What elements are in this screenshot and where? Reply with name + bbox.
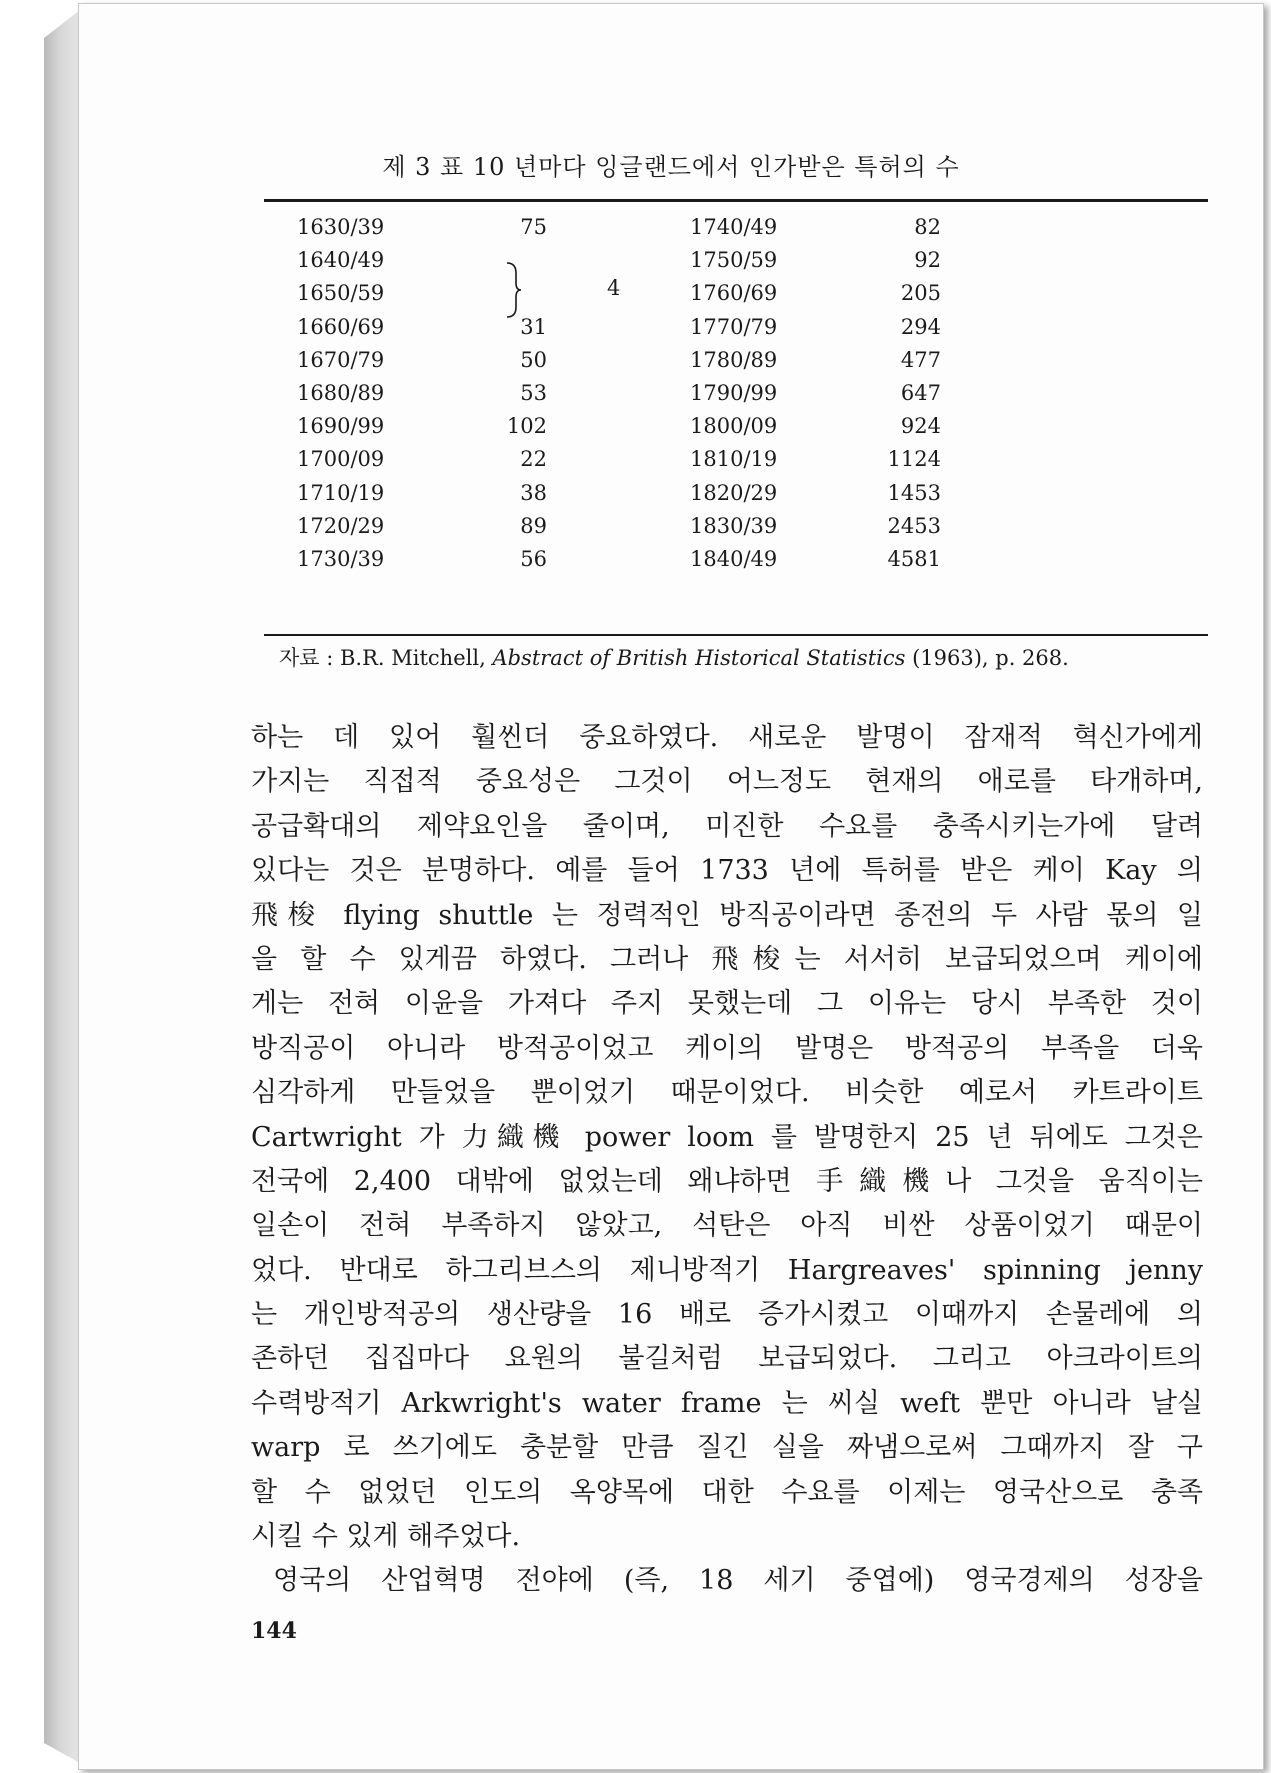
table-cell: 647 xyxy=(900,381,941,405)
table-cell: 1750/59 xyxy=(690,248,778,273)
text-line: 하는 데 있어 훨씬더 중요하였다. 새로운 발명이 잠재적 혁신가에게 xyxy=(251,722,1203,753)
table-cell: 38 xyxy=(520,480,547,505)
table-cell: 924 xyxy=(900,414,941,439)
text-line: 공급확대의 제약요인을 줄이며, 미진한 수요를 충족시키는가에 달려 xyxy=(251,810,1203,842)
table-cell: 82 xyxy=(914,215,941,239)
page-number: 144 xyxy=(251,1618,297,1644)
table-cell: 477 xyxy=(900,347,941,372)
source-prefix: 자료 : B.R. Mitchell, xyxy=(279,646,493,670)
table-cell: 1700/09 xyxy=(297,447,385,472)
table-cell: 56 xyxy=(520,547,547,571)
source-title: Abstract of British Historical Statistics xyxy=(492,646,906,670)
text-line: 방직공이 아니라 방적공이었고 케이의 발명은 방적공의 부족을 더욱 xyxy=(251,1032,1203,1064)
text-line: 영국의 산업혁명 전야에 (즉, 18 세기 중엽에) 영국경제의 성장을 xyxy=(273,1565,1203,1597)
body-text xyxy=(251,716,1203,1604)
table-cell: 1760/69 xyxy=(690,281,778,306)
text-line: warp 로 쓰기에도 충분할 만큼 질긴 실을 짜냄으로써 그때까지 잘 구 xyxy=(251,1432,1203,1464)
table-cell: 1740/49 xyxy=(690,215,778,239)
text-line: 가지는 직접적 중요성은 그것이 어느정도 현재의 애로를 타개하며, xyxy=(251,766,1203,798)
text-line: 었다. 반대로 하그리브스의 제니방적기 Hargreaves' spinning jenny xyxy=(251,1254,1203,1286)
table-cell: 1820/29 xyxy=(690,480,778,505)
table-cell: 75 xyxy=(520,215,547,239)
text-line: 을 할 수 있게끔 하였다. 그러나 飛梭는 서서히 보급되었으며 케이에 xyxy=(251,943,1203,975)
text-line: Cartwright 가 力織機 power loom 를 발명한지 25 년 뒤에도 그것은 xyxy=(251,1121,1203,1153)
table-cell: 205 xyxy=(900,281,941,306)
table-cell: 1670/79 xyxy=(297,347,385,372)
table-cell: 1720/29 xyxy=(297,513,385,538)
table-bottom-rule xyxy=(264,634,1208,636)
table-cell: 1790/99 xyxy=(690,381,778,405)
book-page xyxy=(78,3,1264,1770)
merged-value: 4 xyxy=(607,276,621,300)
table-cell: 1800/09 xyxy=(690,414,778,439)
table-cell: 31 xyxy=(520,314,547,339)
text-line: 존하던 집집마다 요원의 불길처럼 보급되었다. 그리고 아크라이트의 xyxy=(251,1343,1203,1375)
table-cell: 1650/59 xyxy=(297,281,385,306)
table-cell: 1830/39 xyxy=(690,513,778,538)
table-cell: 2453 xyxy=(887,513,941,538)
table-source xyxy=(279,642,1069,672)
table-cell: 1690/99 xyxy=(297,414,385,439)
table-title: 제 3 표 10 년마다 잉글랜드에서 인가받은 특허의 수 xyxy=(382,153,960,181)
table-cell: 1124 xyxy=(887,447,941,472)
table-cell: 1680/89 xyxy=(297,381,385,405)
text-line: 있다는 것은 분명하다. 예를 들어 1733 년에 특허를 받은 케이 Kay 의 xyxy=(251,855,1203,887)
table-cell: 1640/49 xyxy=(297,248,385,273)
table-cell: 92 xyxy=(914,248,941,273)
book-spine xyxy=(44,10,80,1763)
row-brace-icon xyxy=(504,261,522,319)
text-line: 할 수 없었던 인도의 옥양목에 대한 수요를 이제는 영국산으로 충족 xyxy=(251,1476,1203,1508)
table-cell: 1453 xyxy=(887,480,941,505)
table-cell: 22 xyxy=(520,447,547,472)
table-cell: 294 xyxy=(900,314,941,339)
table-cell: 1660/69 xyxy=(297,314,385,339)
table-cell: 1780/89 xyxy=(690,347,778,372)
table-cell: 1840/49 xyxy=(690,547,778,571)
text-line: 飛梭 flying shuttle 는 정력적인 방직공이라면 종전의 두 사람 몫의 일 xyxy=(251,899,1203,931)
table-cell: 89 xyxy=(520,513,547,538)
text-line: 전국에 2,400 대밖에 없었는데 왜냐하면 手織機나 그것을 움직이는 xyxy=(251,1165,1203,1197)
text-line: 일손이 전혀 부족하지 않았고, 석탄은 아직 비싼 상품이었기 때문이 xyxy=(251,1210,1203,1242)
text-line: 시킬 수 있게 해주었다. xyxy=(251,1521,521,1553)
text-line: 수력방적기 Arkwright's water frame 는 씨실 weft 뿐만 아니라 날실 xyxy=(251,1387,1203,1419)
table-cell: 50 xyxy=(520,347,547,372)
text-line: 게는 전혀 이윤을 가져다 주지 못했는데 그 이유는 당시 부족한 것이 xyxy=(251,988,1203,1020)
table-cell: 53 xyxy=(520,381,547,405)
text-line: 심각하게 만들었을 뿐이었기 때문이었다. 비슷한 예로서 카트라이트 xyxy=(251,1077,1203,1109)
source-suffix: (1963), p. 268. xyxy=(905,646,1069,670)
table-cell: 1730/39 xyxy=(297,547,385,571)
table-cell: 4581 xyxy=(887,547,941,571)
table-cell: 1630/39 xyxy=(297,215,385,239)
table-cell: 1710/19 xyxy=(297,480,385,505)
table-top-rule xyxy=(264,199,1208,202)
table-cell: 1770/79 xyxy=(690,314,778,339)
table-cell: 102 xyxy=(506,414,547,439)
text-line: 는 개인방적공의 생산량을 16 배로 증가시켰고 이때까지 손물레에 의 xyxy=(251,1299,1203,1331)
table-cell: 1810/19 xyxy=(690,447,778,472)
